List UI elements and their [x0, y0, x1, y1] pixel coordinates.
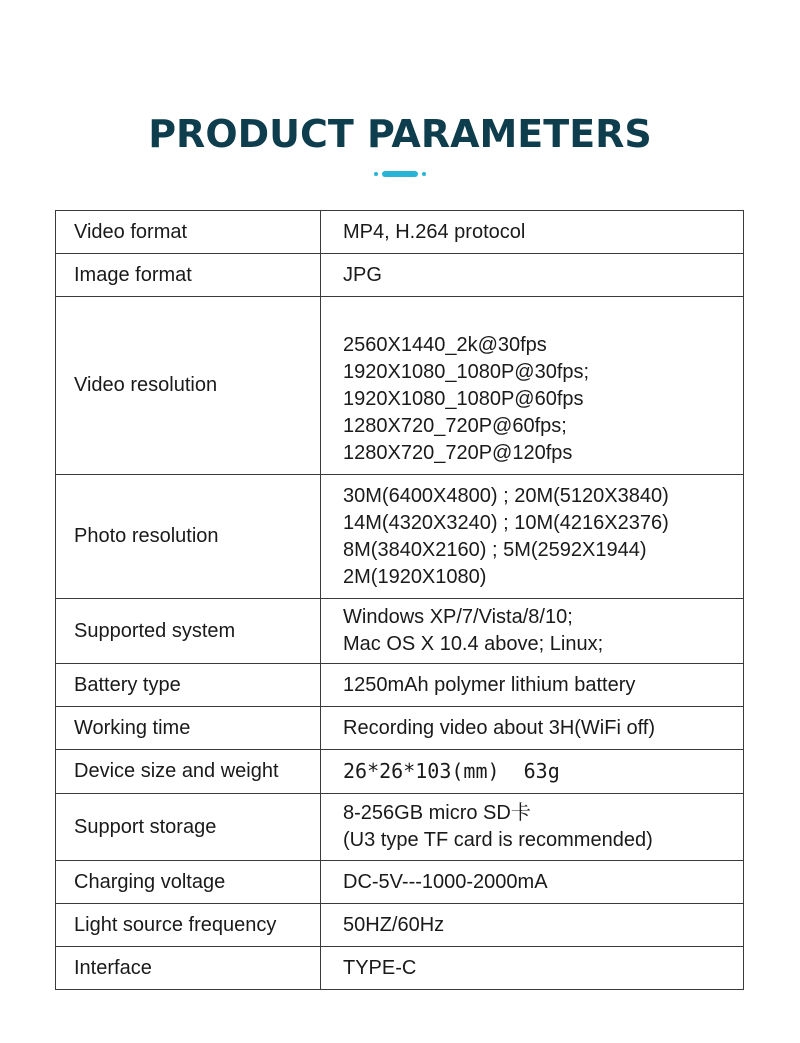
- value-line: 1280X720_720P@60fps;: [343, 415, 567, 437]
- table-row: [56, 861, 744, 904]
- value-line: DC-5V---1000-2000mA: [343, 870, 548, 893]
- table-row: [56, 904, 744, 947]
- page-title: PRODUCT PARAMETERS: [148, 112, 652, 156]
- param-label: Video resolution: [56, 297, 321, 475]
- param-label: Device size and weight: [56, 750, 321, 794]
- value-line: Mac OS X 10.4 above; Linux;: [343, 633, 604, 655]
- table-row: [56, 599, 744, 664]
- table-row: [56, 211, 744, 254]
- param-label: Video format: [56, 211, 321, 254]
- divider-dot-right: [422, 172, 426, 176]
- param-label: Photo resolution: [56, 475, 321, 599]
- table-row: [56, 794, 744, 861]
- value-line: 2M(1920X1080): [343, 565, 487, 588]
- param-value: [321, 707, 744, 750]
- value-line: 1920X1080_1080P@60fps: [343, 388, 584, 410]
- param-label: Supported system: [56, 599, 321, 664]
- value-line: 8M(3840X2160) ; 5M(2592X1944): [343, 538, 647, 561]
- param-value: [321, 947, 744, 990]
- value-line: 14M(4320X3240) ; 10M(4216X2376): [343, 511, 669, 534]
- value-line: MP4, H.264 protocol: [343, 220, 526, 243]
- value-line: 30M(6400X4800) ; 20M(5120X3840): [343, 484, 669, 507]
- value-line: 26*26*103(mm) 63g: [343, 759, 560, 783]
- value-line: (U3 type TF card is recommended): [343, 829, 653, 851]
- param-label: Image format: [56, 254, 321, 297]
- param-value: [321, 475, 744, 599]
- value-line: JPG: [343, 263, 382, 286]
- value-line: 1250mAh polymer lithium battery: [343, 673, 636, 696]
- value-line: 2560X1440_2k@30fps: [343, 334, 547, 356]
- parameters-table: [55, 210, 744, 990]
- table-row: [56, 297, 744, 475]
- param-value: [321, 297, 744, 475]
- param-label: Support storage: [56, 794, 321, 861]
- param-value: [321, 750, 744, 794]
- param-value: [321, 664, 744, 707]
- param-value: [321, 904, 744, 947]
- value-line: Recording video about 3H(WiFi off): [343, 716, 655, 739]
- value-line: 1920X1080_1080P@30fps;: [343, 361, 590, 383]
- table-row: [56, 254, 744, 297]
- value-line: TYPE-C: [343, 956, 417, 979]
- value-line: Windows XP/7/Vista/8/10;: [343, 606, 573, 628]
- table-row: [56, 664, 744, 707]
- param-value: [321, 599, 744, 664]
- param-label: Light source frequency: [56, 904, 321, 947]
- divider-dot-left: [374, 172, 378, 176]
- divider-bar: [382, 171, 418, 177]
- value-line: 1280X720_720P@120fps: [343, 442, 573, 464]
- param-value: [321, 211, 744, 254]
- table-row: [56, 475, 744, 599]
- param-label: Working time: [56, 707, 321, 750]
- table-row: [56, 750, 744, 794]
- value-line: 8-256GB micro SD卡: [343, 802, 531, 824]
- value-line: 50HZ/60Hz: [343, 913, 445, 936]
- title-divider: [374, 171, 426, 177]
- param-label: Interface: [56, 947, 321, 990]
- param-label: Battery type: [56, 664, 321, 707]
- table-row: [56, 707, 744, 750]
- param-value: [321, 861, 744, 904]
- param-value: [321, 254, 744, 297]
- param-label: Charging voltage: [56, 861, 321, 904]
- param-value: [321, 794, 744, 861]
- table-row: [56, 947, 744, 990]
